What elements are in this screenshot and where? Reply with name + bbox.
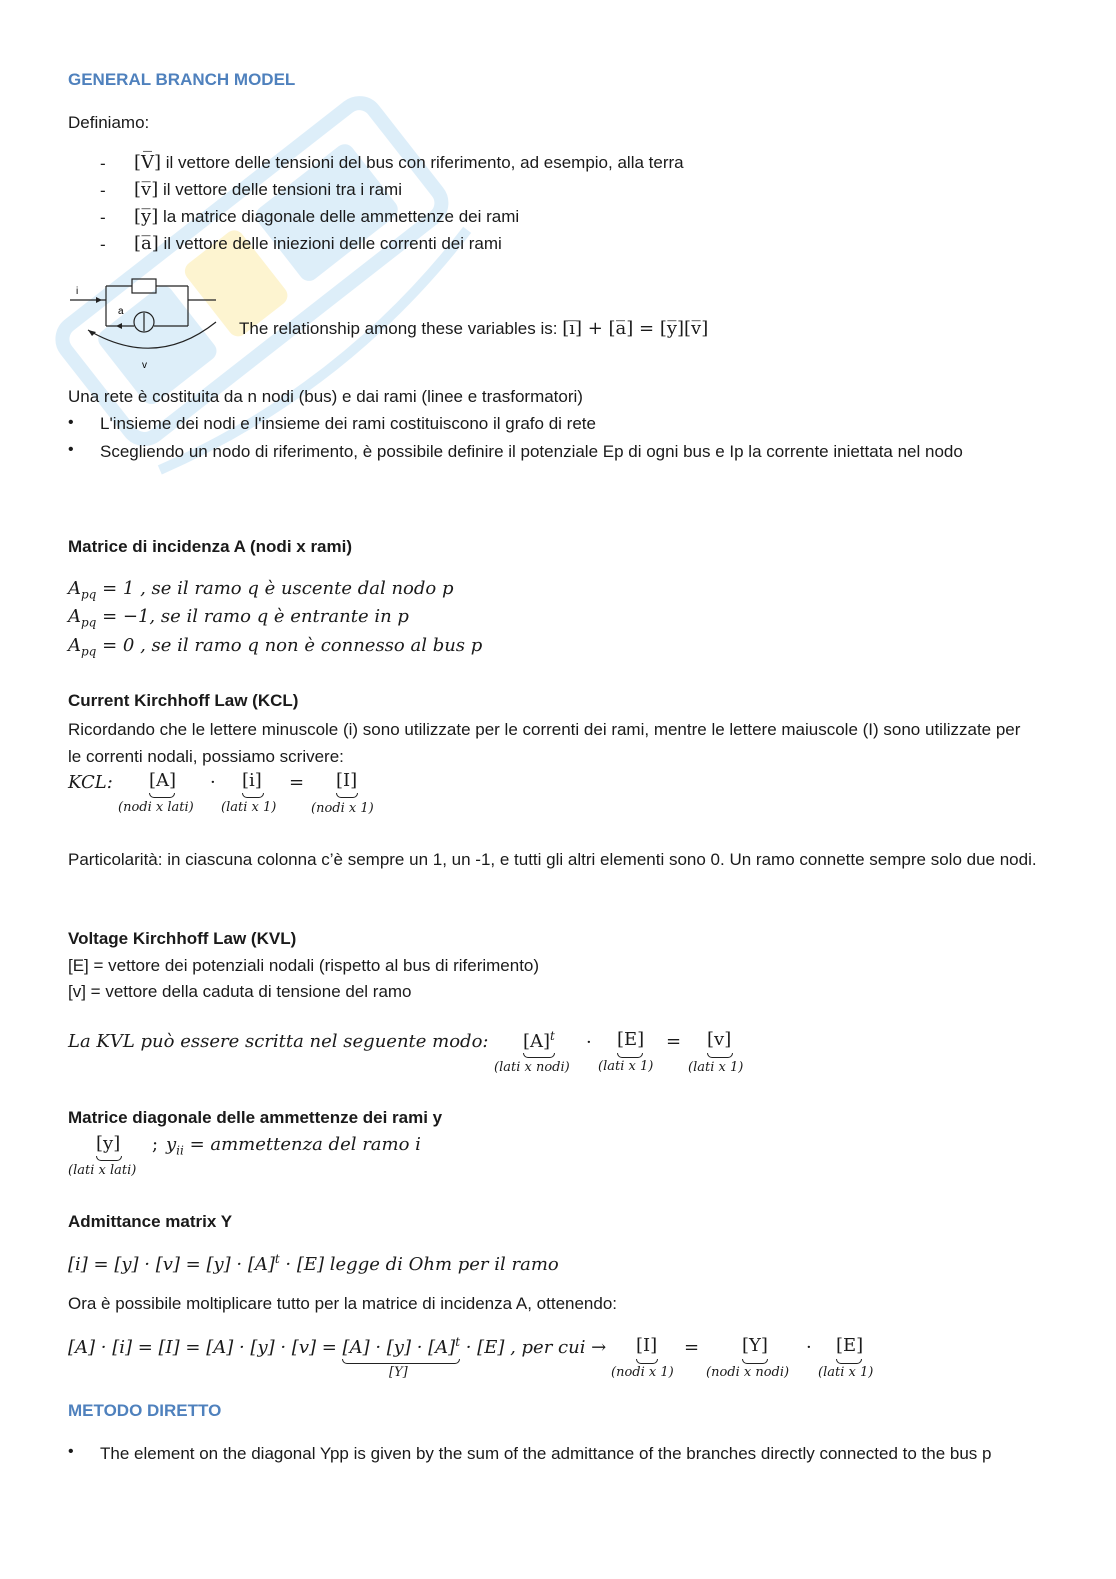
eq1-tail: · [E] legge di Ohm per il ramo (279, 1254, 559, 1275)
kcl-eq: = (289, 772, 305, 793)
kcl-term-I: [I] (336, 770, 358, 791)
bullet-marker: • (68, 1443, 74, 1460)
definition-item (134, 152, 684, 173)
incidence-sub: pq (81, 615, 97, 630)
eq1-sup: t (274, 1252, 280, 1266)
definition-symbol: [v̅] (134, 179, 159, 200)
adm-dim: (nodi x 1) (611, 1365, 674, 1380)
kvl-eq: = (666, 1031, 682, 1052)
kcl-term-a: [A] (149, 770, 177, 791)
incidence-rhs: = −1, se il ramo q è entrante in p (96, 606, 409, 627)
definition-item (134, 206, 519, 227)
kvl-line: [E] = vettore dei potenziali nodali (rispetto al bus di riferimento) (68, 956, 540, 975)
dash-marker: - (100, 235, 106, 254)
relationship-equation: [ı̅] + [a̅] = [y̅][v̅] (562, 318, 709, 339)
definition-item (134, 179, 402, 200)
eq2-sup: t (455, 1335, 461, 1349)
incidence-line (68, 606, 409, 630)
dash-marker: - (100, 154, 106, 173)
kvl-dim: (lati x 1) (598, 1059, 654, 1074)
eq2-left: [A] · [i] = [I] = [A] · [y] · [v] = (68, 1337, 343, 1358)
definition-symbol: [y̅] (134, 206, 159, 227)
incidence-line (68, 578, 453, 602)
kvl-term-a-text: [A] (523, 1031, 551, 1052)
underbrace (617, 1053, 643, 1058)
adm-dot: · (806, 1337, 812, 1358)
admittance-eq2 (68, 1335, 606, 1358)
network-bullet: L'insieme dei nodi e l'insieme dei rami costituiscono il grafo di rete (100, 414, 596, 433)
incidence-title: Matrice di incidenza A (nodi x rami) (68, 537, 353, 556)
dash-marker: - (100, 181, 106, 200)
diagram-label-v: v (142, 360, 147, 371)
network-bullet: Scegliendo un nodo di riferimento, è possibile definire il potenziale Ep di ogni bus e Ip la corrente iniettata nel nodo (100, 442, 963, 461)
definition-text: la matrice diagonale delle ammettenze dei rami (158, 207, 520, 226)
adm-dim: (nodi x nodi) (706, 1365, 790, 1380)
diag-dim: (lati x lati) (68, 1163, 137, 1178)
definition-symbol: [a̅] (134, 233, 159, 254)
incidence-lhs: A (68, 606, 81, 627)
kcl-label: KCL: (68, 772, 113, 793)
diag-rhs: = ammettenza del ramo i (183, 1134, 421, 1155)
underbrace (742, 1359, 768, 1364)
definition-text: il vettore delle tensioni del bus con riferimento, ad esempio, alla terra (161, 153, 684, 172)
relationship-line (239, 318, 708, 339)
eq2-tail: · [E] , per cui → (460, 1337, 607, 1358)
branch-circuit-diagram (66, 270, 236, 375)
diag-equation (166, 1134, 421, 1158)
kvl-dim: (lati x 1) (688, 1060, 744, 1075)
kcl-term-i: [i] (242, 770, 262, 791)
diagram-label-i: i (76, 286, 79, 297)
underbrace (707, 1053, 733, 1058)
kvl-term-v: [v] (707, 1029, 732, 1050)
relationship-text: The relationship among these variables is: (239, 319, 563, 338)
eq1-main: [i] = [y] · [v] = [y] · [A] (68, 1254, 275, 1275)
adm-term-E: [E] (836, 1335, 864, 1356)
network-intro: Una rete è costituita da n nodi (bus) e dai rami (linee e trasformatori) (68, 387, 583, 406)
diag-term: [y] (96, 1133, 121, 1154)
kvl-term-a (523, 1029, 555, 1052)
eq2-brace-label: [Y] (389, 1365, 408, 1380)
kvl-dim: (lati x nodi) (494, 1060, 570, 1075)
adm-term-I: [I] (636, 1335, 658, 1356)
diagram-label-a: a (118, 306, 124, 317)
main-heading: GENERAL BRANCH MODEL (68, 70, 296, 89)
kcl-title: Current Kirchhoff Law (KCL) (68, 691, 299, 710)
diag-title: Matrice diagonale delle ammettenze dei rami y (68, 1108, 443, 1127)
kvl-dot: · (586, 1032, 592, 1053)
incidence-line (68, 635, 482, 659)
underbrace (336, 793, 358, 798)
incidence-lhs: A (68, 635, 81, 656)
metodo-bullet: The element on the diagonal Ypp is given by the sum of the admittance of the branches directly connected to the bus p (100, 1444, 992, 1463)
kcl-note: Particolarità: in ciascuna colonna c’è sempre un 1, un -1, e tutti gli altri elementi sono 0. Un ramo connette sempre solo due nodi. (68, 850, 1037, 869)
admittance-eq1 (68, 1252, 559, 1275)
kvl-sup: t (550, 1029, 555, 1043)
diag-sub: ii (176, 1143, 184, 1158)
kcl-dim: (lati x 1) (221, 800, 277, 815)
definition-text: il vettore delle tensioni tra i rami (158, 180, 402, 199)
kvl-title: Voltage Kirchhoff Law (KVL) (68, 929, 297, 948)
bullet-marker: • (68, 441, 74, 458)
bullet-marker: • (68, 414, 74, 431)
admittance-title: Admittance matrix Y (68, 1212, 233, 1231)
dash-marker: - (100, 208, 106, 227)
metodo-title: METODO DIRETTO (68, 1401, 222, 1420)
kvl-eq-text: La KVL può essere scritta nel seguente modo: (68, 1031, 489, 1052)
underbrace (342, 1359, 460, 1364)
incidence-lhs: A (68, 578, 81, 599)
kcl-dim: (nodi x 1) (311, 801, 374, 816)
adm-term-Y: [Y] (742, 1335, 768, 1356)
underbrace (242, 793, 264, 798)
definition-symbol: [V̅] (134, 152, 162, 173)
underbrace (836, 1359, 862, 1364)
diag-sep: ; (152, 1134, 159, 1155)
kcl-dim: (nodi x lati) (118, 800, 194, 815)
underbrace (523, 1053, 555, 1058)
kvl-line: [v] = vettore della caduta di tensione del ramo (68, 982, 412, 1001)
definition-item (134, 233, 502, 254)
kcl-text: Ricordando che le lettere minuscole (i) sono utilizzate per le correnti dei rami, mentre le lettere maiuscole (I) sono utilizzate per le correnti nodali, possiamo scrivere: (68, 720, 1021, 766)
incidence-sub: pq (81, 644, 97, 659)
underbrace (636, 1359, 658, 1364)
incidence-sub: pq (81, 587, 97, 602)
kcl-dot: · (210, 772, 216, 793)
underbrace (149, 793, 175, 798)
definition-text: il vettore delle iniezioni delle correnti dei rami (158, 234, 502, 253)
adm-dim: (lati x 1) (818, 1365, 874, 1380)
adm-eq: = (684, 1337, 700, 1358)
underbrace (96, 1156, 122, 1161)
intro-text: Definiamo: (68, 113, 150, 132)
incidence-rhs: = 0 , se il ramo q non è connesso al bus p (96, 635, 483, 656)
admittance-text: Ora è possibile moltiplicare tutto per la matrice di incidenza A, ottenendo: (68, 1294, 618, 1313)
incidence-rhs: = 1 , se il ramo q è uscente dal nodo p (96, 578, 454, 599)
kvl-term-e: [E] (617, 1029, 645, 1050)
eq2-brace: [A] · [y] · [A] (342, 1337, 456, 1358)
diag-y: y (166, 1134, 177, 1155)
